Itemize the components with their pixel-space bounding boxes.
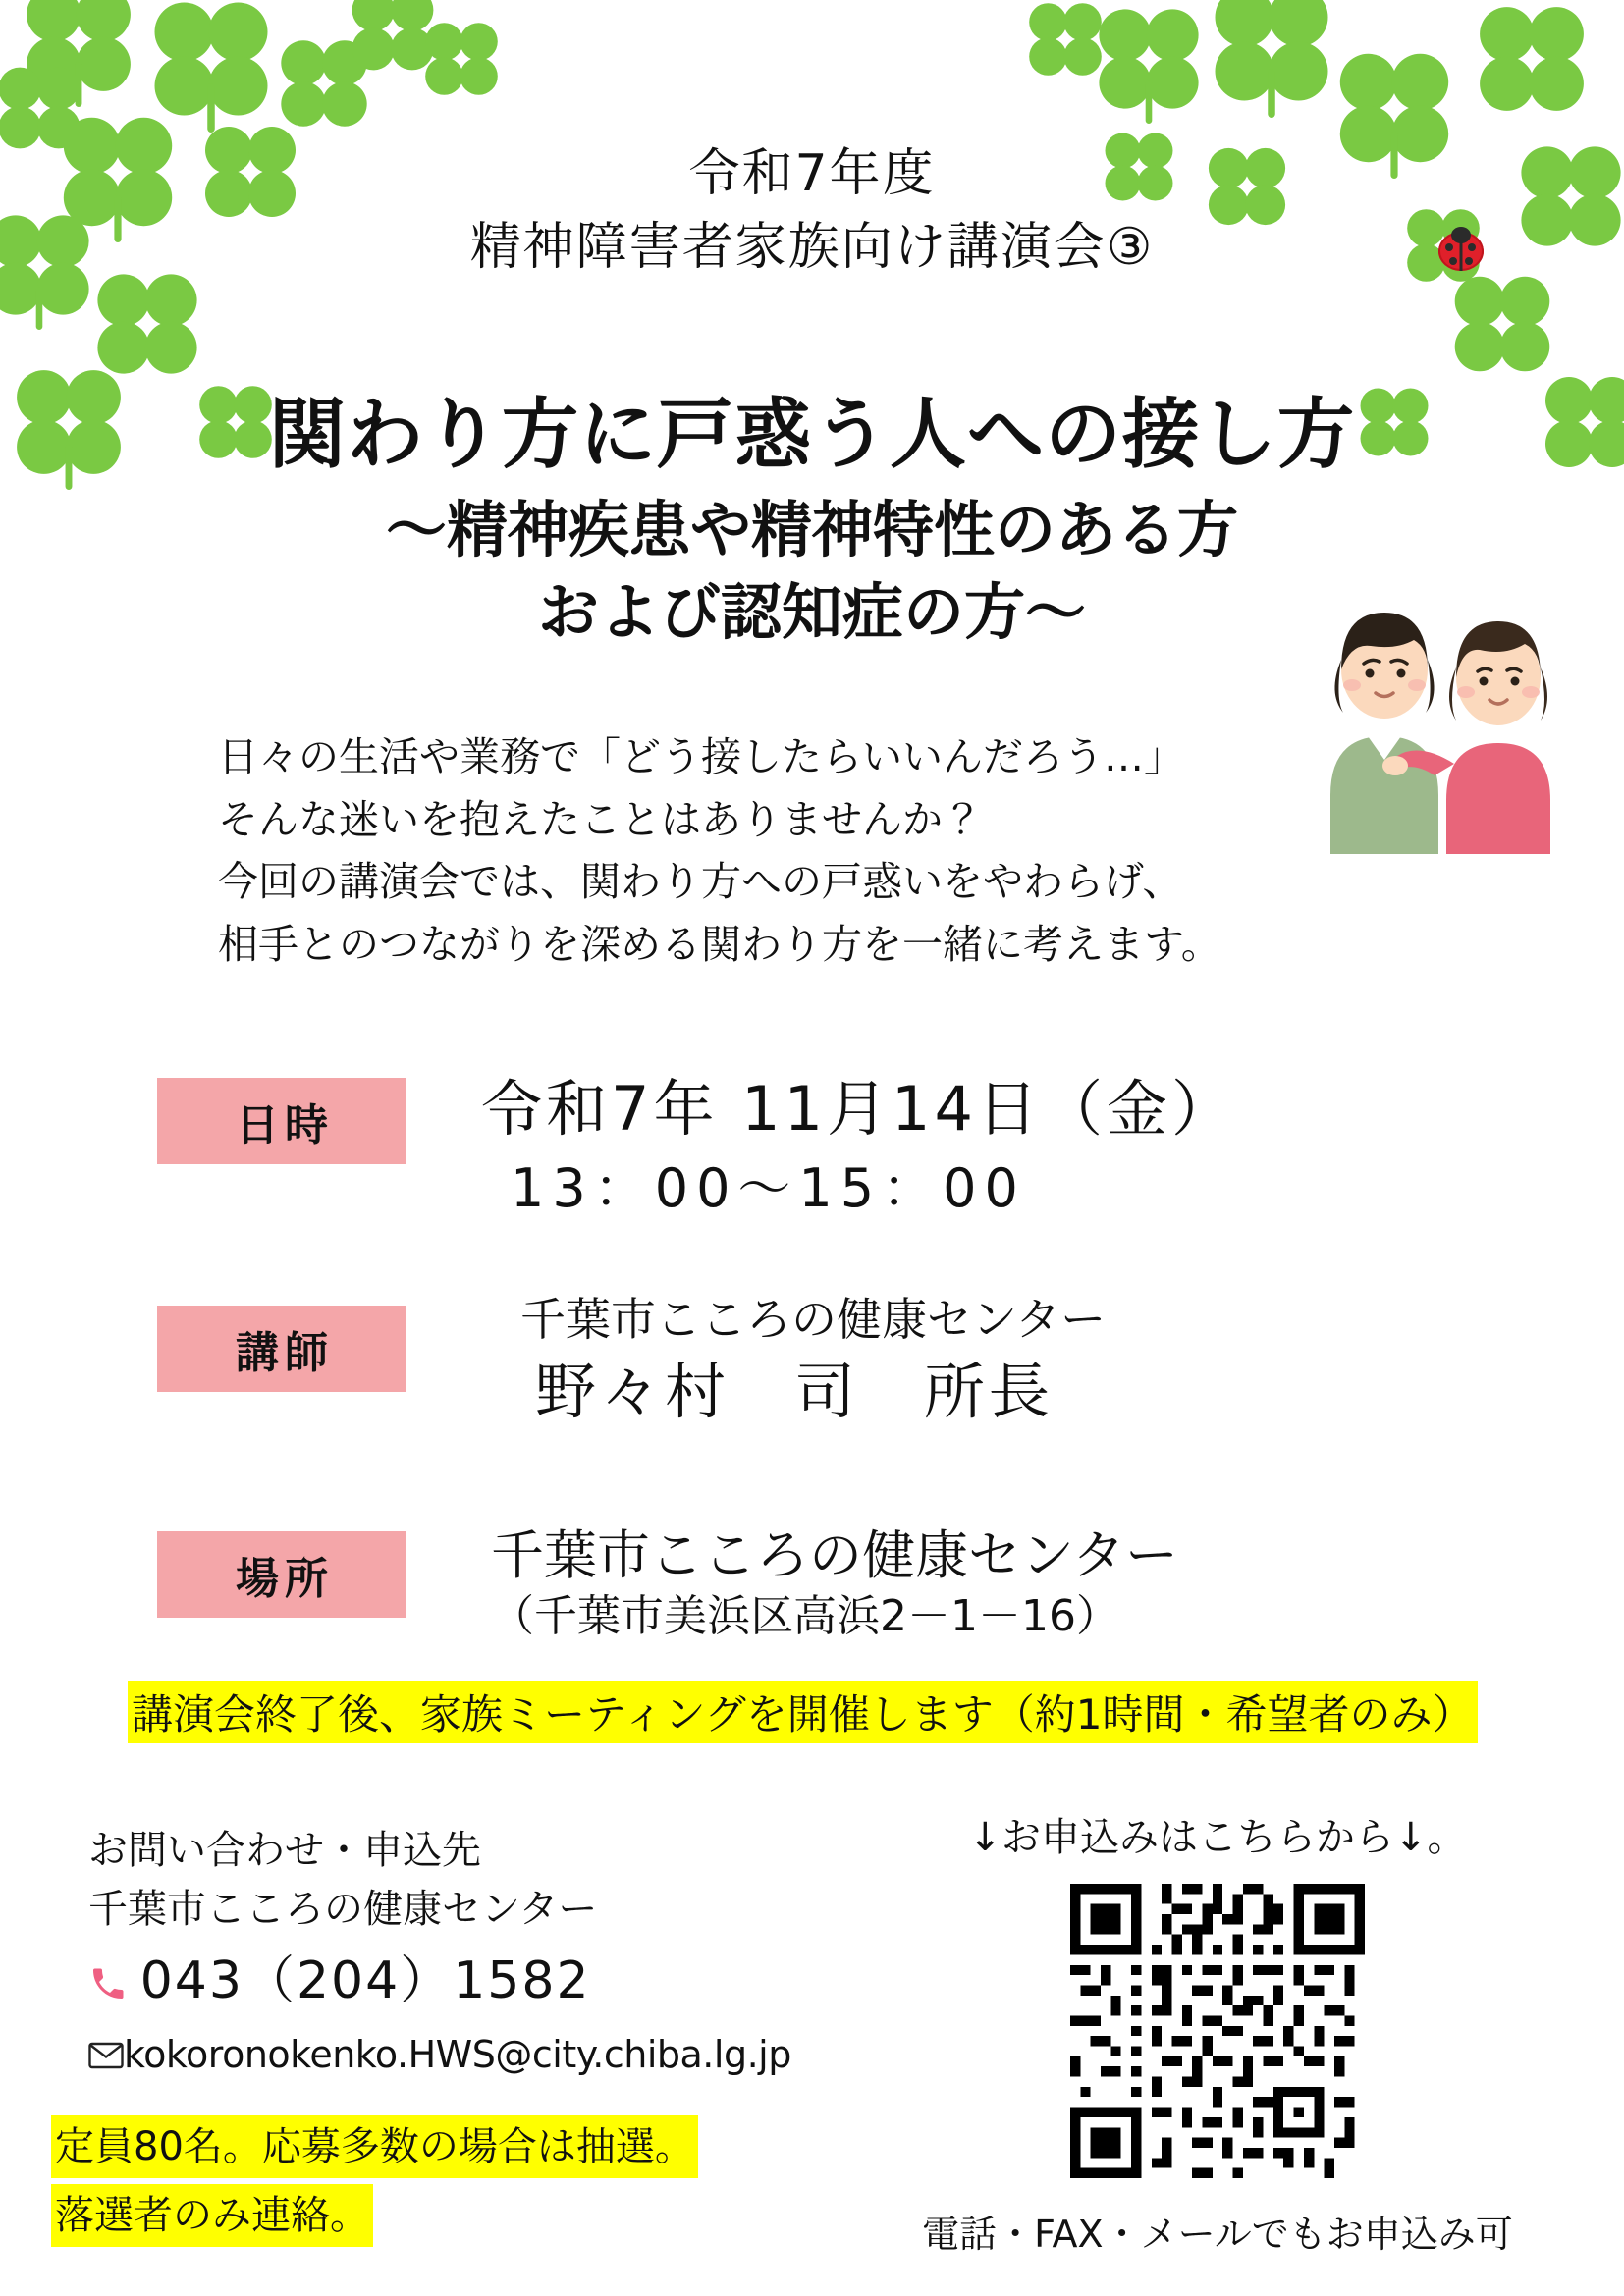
apply-caption: ↓お申込みはこちらから↓。	[968, 1815, 1467, 1860]
page-title: 関わり方に戸惑う人への接し方	[268, 391, 1355, 479]
lecturer-name: 野々村 司 所長	[535, 1356, 1055, 1427]
qr-code-image	[1070, 1884, 1365, 2178]
lead-line-3: 今回の講演会では、関わり方への戸惑いをやわらげ、	[218, 858, 1183, 906]
quota-line-1: 定員80名。応募多数の場合は抽選。	[51, 2115, 698, 2178]
contact-email: kokoronokenko.HWS@city.chiba.lg.jp	[124, 2033, 791, 2076]
place-value: 千葉市こころの健康センター	[491, 1524, 1178, 1586]
datetime-row	[157, 1078, 406, 1164]
contact-tel-line	[88, 1943, 791, 2019]
lead-paragraph	[218, 726, 1377, 976]
lead-line-4: 相手とのつながりを深める関わり方を一緒に考えます。	[218, 920, 1221, 968]
place-label: 場所	[157, 1531, 406, 1618]
lead-line-2: そんな迷いを抱えたことはありませんか？	[218, 795, 983, 843]
datetime-label: 日時	[157, 1078, 406, 1164]
datetime-value: 令和7年 11月14日（金）	[481, 1073, 1236, 1145]
series-title: 精神障害者家族向け講演会③	[469, 218, 1155, 278]
page-subtitle-line2: および認知症の方～	[537, 575, 1086, 648]
apply-block	[874, 1806, 1561, 2258]
lead-line-1: 日々の生活や業務で「どう接したらいいんだろう…」	[218, 733, 1184, 780]
fiscal-year: 令和7年度	[688, 144, 936, 203]
lecturer-org: 千葉市こころの健康センター	[520, 1293, 1107, 1346]
contact-block	[88, 1821, 791, 2084]
contact-heading: お問い合わせ・申込先	[88, 1828, 481, 1873]
qr-code[interactable]	[1070, 1884, 1365, 2178]
meeting-notice	[128, 1681, 1478, 1743]
phone-icon	[88, 1961, 128, 2001]
meeting-notice-text: 講演会終了後、家族ミーティングを開催します（約1時間・希望者のみ）	[128, 1681, 1478, 1743]
mail-icon	[88, 2027, 124, 2055]
place-address: （千葉市美浜区高浜2－1－16）	[491, 1591, 1119, 1641]
contact-email-line	[88, 2025, 791, 2084]
quota-block	[51, 2115, 698, 2247]
apply-note: 電話・FAX・メールでもお申込み可	[922, 2213, 1513, 2256]
datetime-time: 13：00～15：00	[511, 1157, 1026, 1219]
header-block	[0, 137, 1624, 286]
place-row	[157, 1531, 406, 1618]
lecturer-row	[157, 1306, 406, 1392]
quota-line-2: 落選者のみ連絡。	[51, 2184, 373, 2247]
page-subtitle-line1: ～精神疾患や精神特性のある方	[385, 494, 1238, 565]
contact-tel: 043（204）1582	[139, 1951, 591, 2010]
contact-org: 千葉市こころの健康センター	[88, 1887, 598, 1932]
lecturer-label: 講師	[157, 1306, 406, 1392]
